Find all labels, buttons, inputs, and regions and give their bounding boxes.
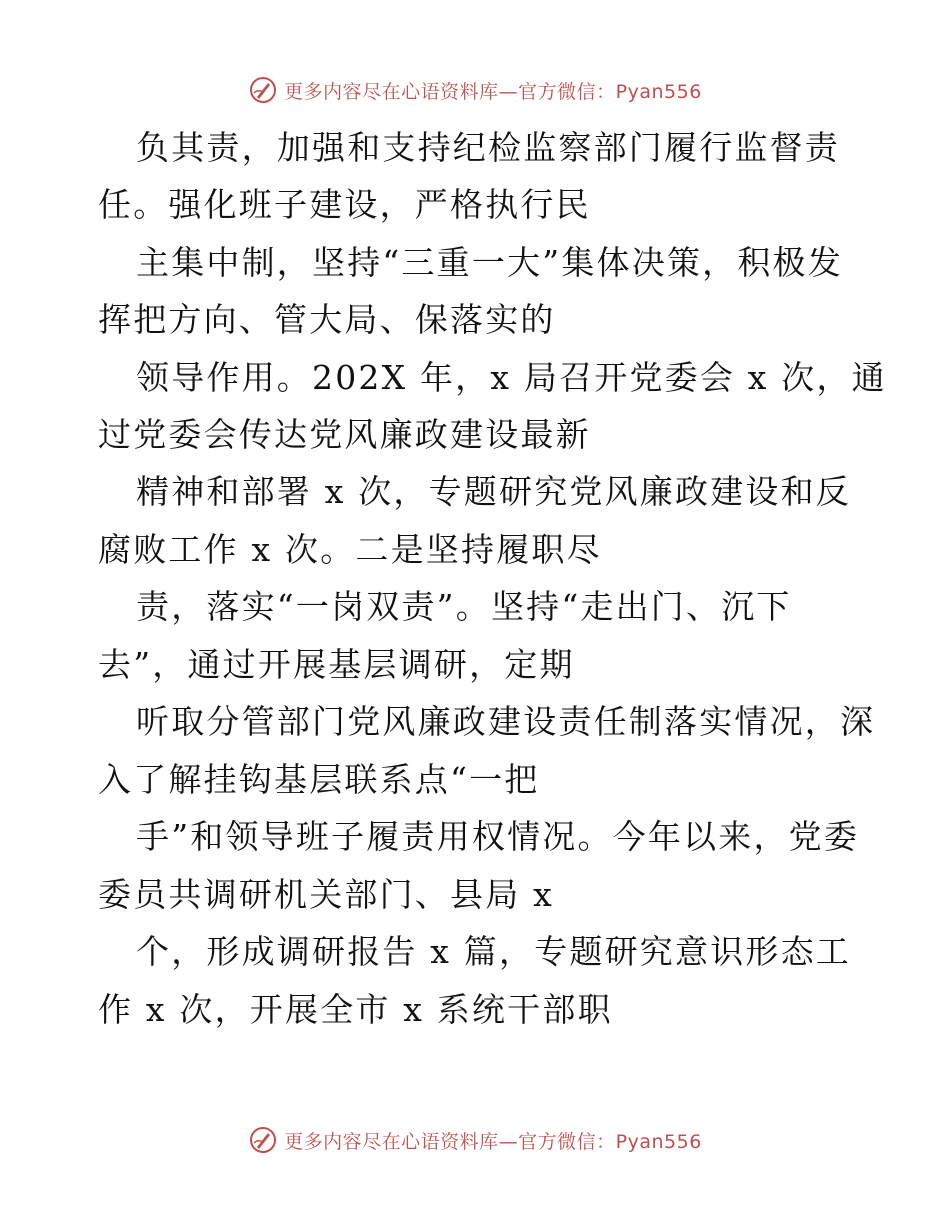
- text-line: 挥把方向、管大局、保落实的: [98, 300, 556, 339]
- text-line: 听取分管部门党风廉政建设责任制落实情况，深: [136, 702, 876, 741]
- text-line: 领导作用。202X 年，x 局召开党委会 x 次，通: [136, 358, 887, 397]
- text-line: 负其责，加强和支持纪检监察部门履行监督责: [136, 128, 840, 167]
- quill-pen-logo-icon: [248, 1125, 278, 1155]
- text-line: 责，落实“一岗双责”。坚持“走出门、沉下: [136, 587, 792, 626]
- header-watermark: [0, 72, 950, 108]
- text-line: 去”，通过开展基层调研，定期: [98, 645, 575, 684]
- text-line: 委员共调研机关部门、县局 x: [98, 875, 554, 914]
- text-line: 作 x 次，开展全市 x 系统干部职: [98, 990, 613, 1029]
- text-line: 入了解挂钩基层联系点“一把: [98, 760, 540, 799]
- watermark-text: 更多内容尽在心语资料库—官方微信：Pyan556: [284, 1130, 702, 1153]
- text-line: 过党委会传达党风廉政建设最新: [98, 415, 591, 454]
- footer-watermark: [0, 1122, 950, 1158]
- text-line: 主集中制，坚持“三重一大”集体决策，积极发: [136, 243, 843, 282]
- text-line: 精神和部署 x 次，专题研究党风廉政建设和反: [136, 472, 851, 511]
- text-line: 个，形成调研报告 x 篇，专题研究意识形态工: [136, 932, 851, 971]
- quill-pen-logo-icon: [248, 75, 278, 105]
- text-line: 手”和领导班子履责用权情况。今年以来，党委: [136, 817, 860, 856]
- text-line: 腐败工作 x 次。二是坚持履职尽: [98, 530, 602, 569]
- text-line: 任。强化班子建设，严格执行民: [98, 185, 591, 224]
- watermark-text: 更多内容尽在心语资料库—官方微信：Pyan556: [284, 80, 702, 103]
